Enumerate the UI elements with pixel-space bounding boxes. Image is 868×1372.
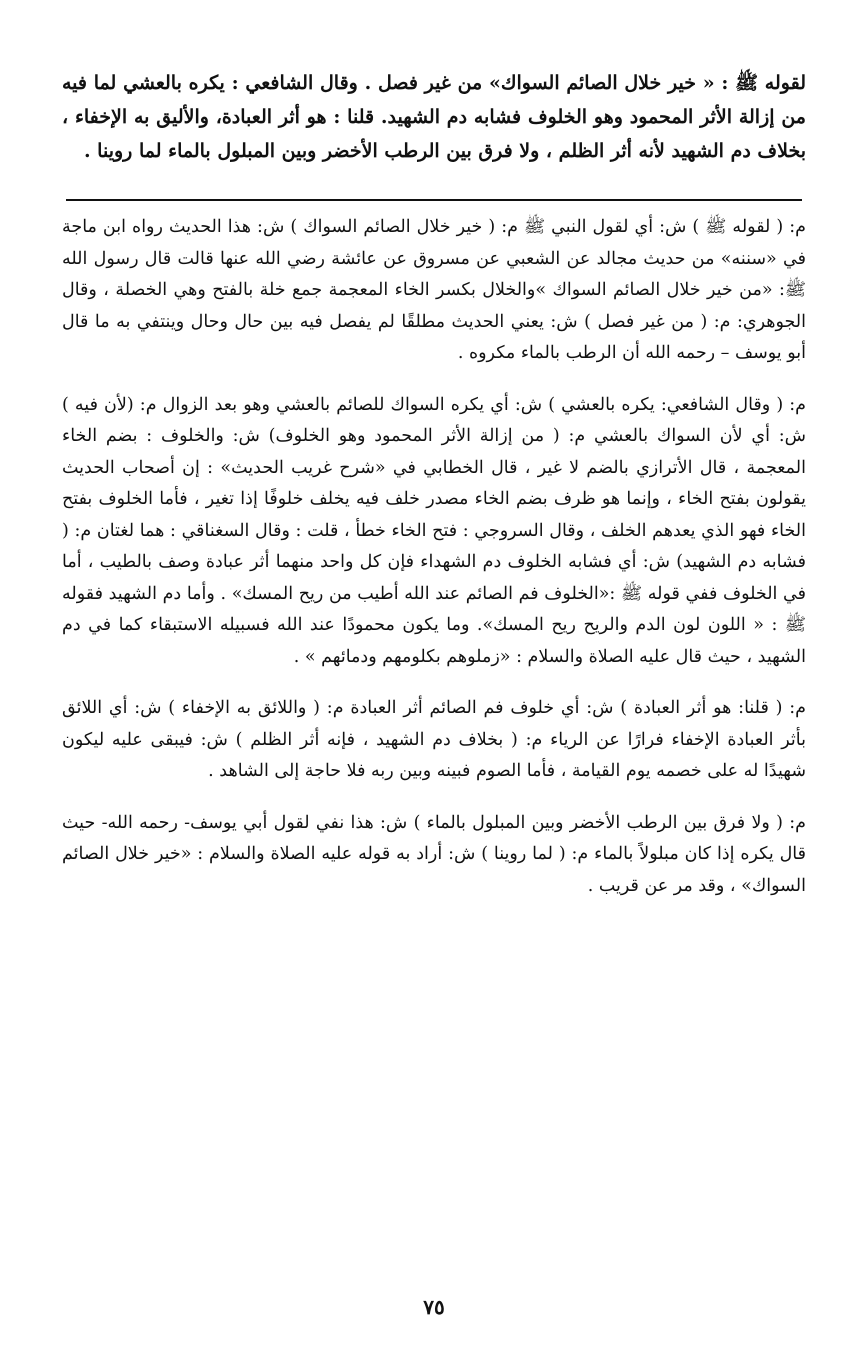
commentary-paragraph: م: ( وقال الشافعي: يكره بالعشي ) ش: أي يكره السواك للصائم بالعشي وهو بعد الزوال م: (لأن فيه ) ش: أي لأن السواك بالعشي م: ( من إزالة الأثر المحمود وهو الخلوف) ش: والخلوف : بضم الخاء المعجمة ، قال الأترازي بالضم لا غير ، قال الخطابي في «شرح غريب الحديث» : إن أصحاب الحديث يقولون بفتح الخاء ، وإنما هو ظرف بضم الخاء مصدر خلف فيه يخلف خلوفًا إذا تغير ، فأما الخلوف بفتح الخاء فهو الذي يعدهم الخلف ، وقال السروجي : فتح الخاء خطأ ، قلت : وقال السغناقي : هما لغتان م: ( فشابه دم الشهيد) ش: أي فشابه الخلوف دم الشهداء فإن كل واحد منهما أثر عبادة وصف بالطيب ، أما في الخلوف ففي قوله ﷺ :«الخلوف فم الصائم عند الله أطيب من ريح المسك» . وأما دم الشهيد فقوله ﷺ : « اللون لون الدم والريح ريح المسك». وما يكون محمودًا عند الله فسبيله الاستبقاء كما في دم الشهيد ، حيث قال عليه الصلاة والسلام : «زملوهم بكلومهم ودمائهم » .: [62, 394, 806, 667]
main-text: لقوله ﷺ : « خير خلال الصائم السواك» من غير فصل . وقال الشافعي : يكره بالعشي لما فيه من إزالة الأثر المحمود وهو الخلوف فشابه دم الشهيد. قلنا : هو أثر العبادة، والأليق به الإخفاء ، بخلاف دم الشهيد لأنه أثر الظلم ، ولا فرق بين الرطب الأخضر وبين المبلول بالماء لما روينا .: [62, 72, 806, 162]
page-number: ٧٥: [423, 1295, 445, 1319]
commentary-paragraph: م: ( قلنا: هو أثر العبادة ) ش: أي خلوف فم الصائم أثر العبادة م: ( واللائق به الإخفاء ) ش: أي اللائق بأثر العبادة الإخفاء فرارًا عن الرياء م: ( بخلاف دم الشهيد ، فإنه أثر الظلم ) ش: فيبقى عليه ليكون شهيدًا له على خصمه يوم القيامة ، فأما الصوم فبينه وبين ربه فلا حاجة إلى الشاهد .: [62, 698, 806, 781]
commentary-paragraph: م: ( لقوله ﷺ ) ش: أي لقول النبي ﷺ م: ( خير خلال الصائم السواك ) ش: هذا الحديث رواه ابن ماجة في «سننه» من حديث مجالد عن الشعبي عن مسروق عن عائشة رضي الله عنها قالت قال رسول الله ﷺ: «من خير خلال الصائم السواك »والخلال بكسر الخاء المعجمة جمع خلة بالفتح وهي الخصلة ، وقال الجوهري: م: ( من غير فصل ) ش: يعني الحديث مطلقًا لم يفصل فيه بين حال وحال وينتفي به ما قال أبو يوسف – رحمه الله أن الرطب بالماء مكروه .: [62, 217, 806, 363]
separator-rule: [66, 199, 802, 201]
commentary-paragraph: م: ( ولا فرق بين الرطب الأخضر وبين المبلول بالماء ) ش: هذا نفي لقول أبي يوسف- رحمه الله- حيث قال يكره إذا كان مبلولاً بالماء م: ( لما روينا ) ش: أراد به قوله عليه الصلاة والسلام : «خير خلال الصائم السواك» ، وقد مر عن قريب .: [62, 812, 806, 896]
commentary-section: [62, 212, 806, 922]
